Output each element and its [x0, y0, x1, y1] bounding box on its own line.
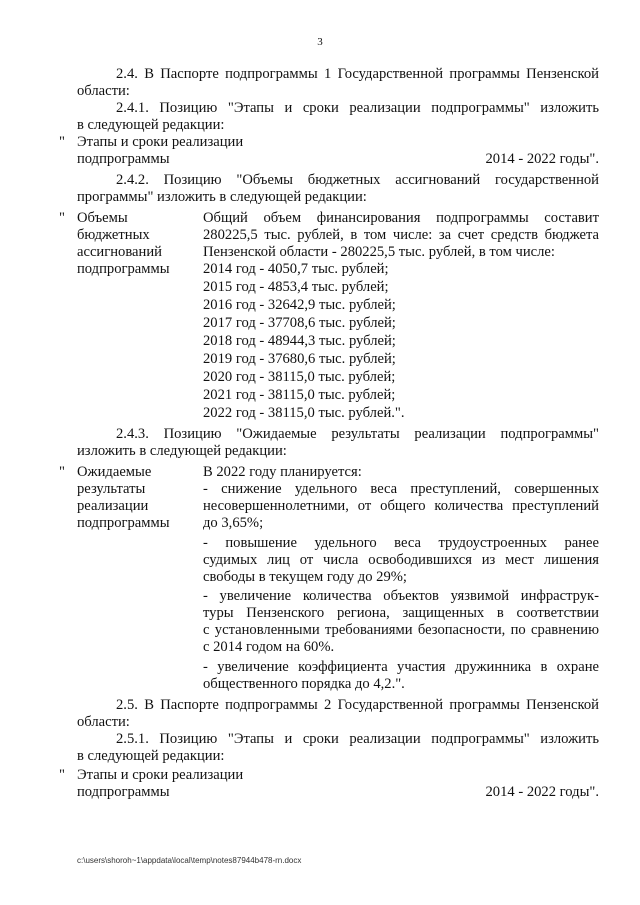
- budget-year-line: 2021 год - 38115,0 тыс. рублей;: [203, 387, 396, 403]
- results-text-line: с 2014 годом на 60%.: [203, 639, 335, 655]
- paragraph-2-4-3-line-1: 2.4.3. Позицию "Ожидаемые результаты реализации подпрограммы": [116, 426, 599, 442]
- paragraph-2-4-3-line-2: изложить в следующей редакции:: [77, 443, 287, 459]
- budget-text-line: Общий объем финансирования подпрограммы составит: [203, 210, 599, 226]
- budget-year-line: 2015 год - 4853,4 тыс. рублей;: [203, 279, 389, 295]
- budget-year-line: 2019 год - 37680,6 тыс. рублей;: [203, 351, 396, 367]
- results-text-line: В 2022 году планируется:: [203, 464, 362, 480]
- budget-year-line: 2022 год - 38115,0 тыс. рублей.".: [203, 405, 405, 421]
- page-number: 3: [317, 36, 323, 48]
- paragraph-2-4-line-2: области:: [77, 83, 130, 99]
- paragraph-2-5-line-2: области:: [77, 714, 130, 730]
- paragraph-2-4-1-line-2: в следующей редакции:: [77, 117, 225, 133]
- budget-text-line: 280225,5 тыс. рублей, в том числе: за счет средств бюджета: [203, 227, 599, 243]
- stages-value: 2014 - 2022 годы".: [485, 784, 599, 800]
- paragraph-2-4-1-line-1: 2.4.1. Позицию "Этапы и сроки реализации подпрограммы" изложить: [116, 100, 599, 116]
- budget-year-line: 2016 год - 32642,9 тыс. рублей;: [203, 297, 396, 313]
- results-text-line: - повышение удельного веса трудоустроенных ранее: [203, 535, 599, 551]
- paragraph-2-4-2-line-1: 2.4.2. Позицию "Объемы бюджетных ассигнований государственной: [116, 172, 599, 188]
- opening-quote: ": [59, 134, 65, 150]
- results-text-line: - увеличение коэффициента участия дружинника в охране: [203, 659, 599, 675]
- stages-label-line-1: Этапы и сроки реализации: [77, 134, 244, 150]
- paragraph-2-4-line-1: 2.4. В Паспорте подпрограммы 1 Государственной программы Пензенской: [116, 66, 599, 82]
- opening-quote: ": [59, 767, 65, 783]
- results-text-line: до 3,65%;: [203, 515, 264, 531]
- budget-text-line: Пензенской области - 280225,5 тыс. рублей, в том числе:: [203, 244, 555, 260]
- results-text-line: общественного порядка до 4,2.".: [203, 676, 405, 692]
- paragraph-2-4-2-line-2: программы" изложить в следующей редакции:: [77, 189, 367, 205]
- results-label-line-3: реализации: [77, 498, 149, 514]
- budget-label-line-3: ассигнований: [77, 244, 162, 260]
- results-text-line: несовершеннолетними, от общего количества преступлений: [203, 498, 599, 514]
- budget-year-line: 2020 год - 38115,0 тыс. рублей;: [203, 369, 396, 385]
- results-text-line: с установленными требованиями безопасности, по сравнению: [203, 622, 599, 638]
- results-text-line: судимых лиц от числа освободившихся из мест лишения: [203, 552, 599, 568]
- results-text-line: туры Пензенского региона, защищенных в соответствии: [203, 605, 599, 621]
- paragraph-2-5-1-line-2: в следующей редакции:: [77, 748, 225, 764]
- results-label-line-2: результаты: [77, 481, 146, 497]
- stages-label-line-2: подпрограммы: [77, 784, 170, 800]
- budget-label-line-2: бюджетных: [77, 227, 150, 243]
- budget-year-line: 2017 год - 37708,6 тыс. рублей;: [203, 315, 396, 331]
- stages-label-line-2: подпрограммы: [77, 151, 170, 167]
- paragraph-2-5-line-1: 2.5. В Паспорте подпрограммы 2 Государственной программы Пензенской: [116, 697, 599, 713]
- stages-label-line-1: Этапы и сроки реализации: [77, 767, 244, 783]
- budget-label-line-4: подпрограммы: [77, 261, 170, 277]
- results-text-line: - снижение удельного веса преступлений, совершенных: [203, 481, 599, 497]
- results-text-line: свободы в текущем году до 29%;: [203, 569, 407, 585]
- budget-year-line: 2014 год - 4050,7 тыс. рублей;: [203, 261, 389, 277]
- opening-quote: ": [59, 464, 65, 480]
- opening-quote: ": [59, 210, 65, 226]
- budget-year-line: 2018 год - 48944,3 тыс. рублей;: [203, 333, 396, 349]
- budget-label-line-1: Объемы: [77, 210, 128, 226]
- paragraph-2-5-1-line-1: 2.5.1. Позицию "Этапы и сроки реализации подпрограммы" изложить: [116, 731, 599, 747]
- file-path-footer: c:\users\shoroh~1\appdata\local\temp\notes87944b478-rn.docx: [77, 856, 302, 865]
- stages-value: 2014 - 2022 годы".: [485, 151, 599, 167]
- results-label-line-4: подпрограммы: [77, 515, 170, 531]
- results-text-line: - увеличение количества объектов уязвимой инфраструк-: [203, 588, 599, 604]
- results-label-line-1: Ожидаемые: [77, 464, 152, 480]
